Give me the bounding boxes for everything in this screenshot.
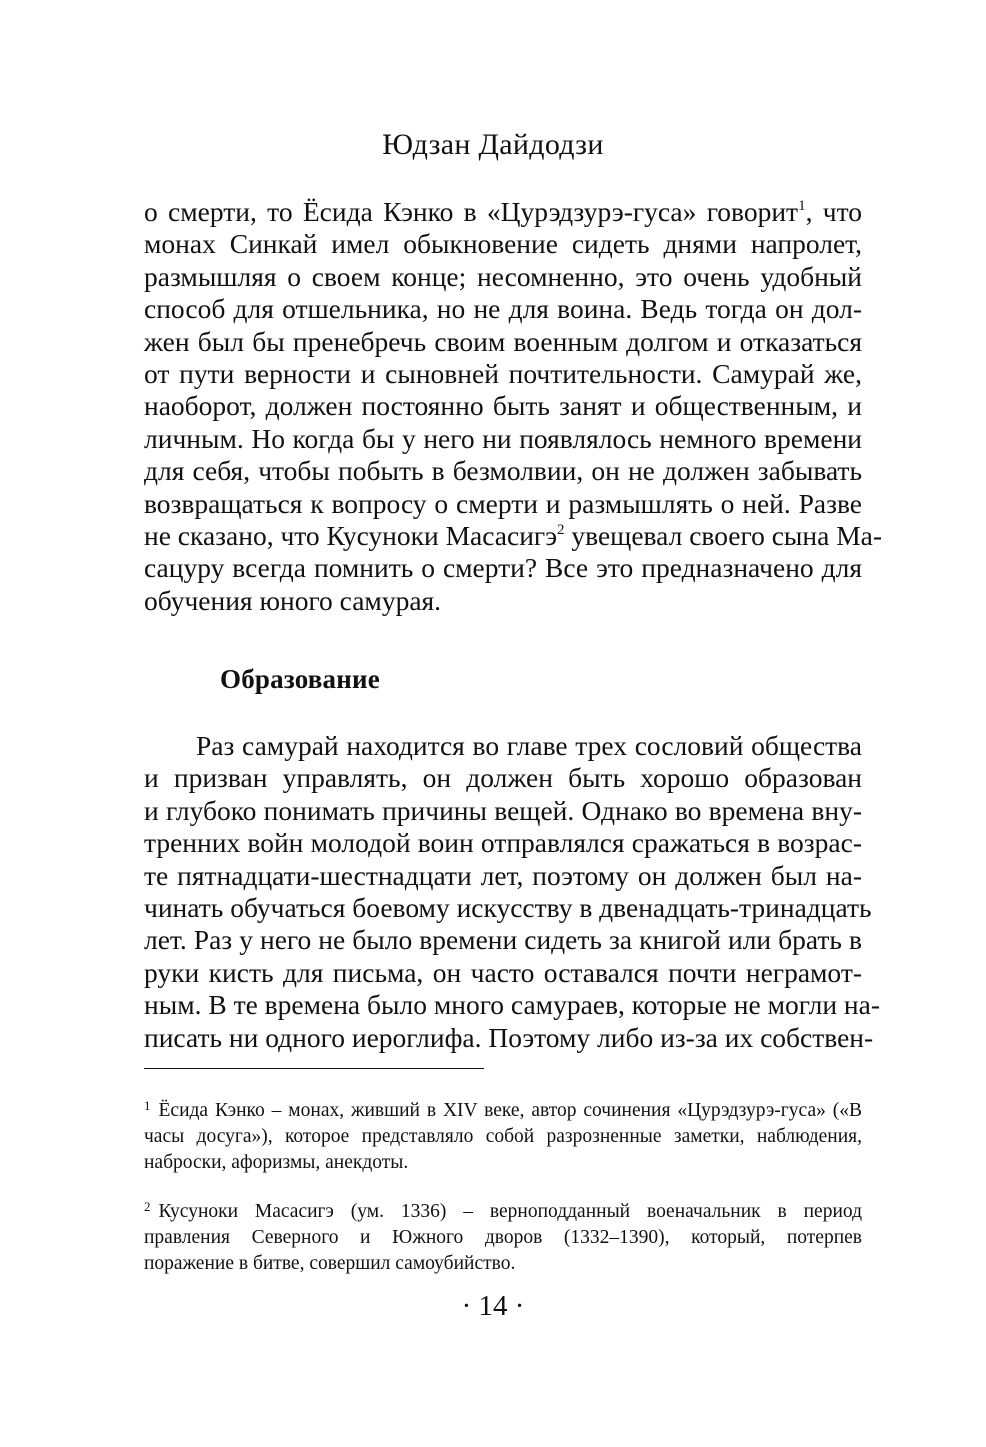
text-line: личным. Но когда бы у него ни появлялось немного времени: [144, 422, 862, 454]
text-line: ным. В те времена было много самураев, которые не могли на-: [144, 989, 881, 1021]
text-line: жен был бы пренебречь своим военным долгом и отказаться: [144, 325, 862, 357]
body-paragraph-1: [144, 196, 883, 617]
text-line: и глубоко понимать причины вещей. Однако во времена вну-: [144, 794, 862, 826]
text-line: те пятнадцати-шестнадцати лет, поэтому он должен был на-: [144, 859, 862, 891]
footnote-line: правления Северного и Южного дворов (1332–1390), который, потерпев: [144, 1227, 862, 1248]
text-line: сацуру всегда помнить о смерти? Все это предназначено для: [144, 552, 862, 584]
footnotes: [144, 1093, 862, 1277]
text-line: писать ни одного иероглифа. Поэтому либо из-за их собствен-: [144, 1021, 874, 1053]
text-line: тренних войн молодой воин отправлялся сражаться в возрас-: [144, 827, 862, 859]
section-heading: Образование: [220, 664, 380, 694]
footnote-ref[interactable]: 2: [557, 521, 565, 538]
footnote-line: $^1$ Ёсида Кэнко – монах, живший в XIV веке, автор сочинения «Цурэдзурэ-гуса» («В: [144, 1098, 862, 1121]
footnote-ref[interactable]: 1: [798, 198, 806, 214]
text-line: для себя, чтобы побыть в безмолвии, он не должен забывать: [144, 455, 862, 487]
text-line: наоборот, должен постоянно быть занят и общественным, и: [144, 390, 862, 422]
text-line: и призван управлять, он должен быть хорошо образован: [144, 762, 862, 794]
page-number: · 14 ·: [461, 1290, 525, 1322]
footnote-separator: [144, 1068, 484, 1069]
text-line: обучения юного самурая.: [144, 584, 442, 616]
text-line: о смерти, то Ёсида Кэнко в «Цурэдзурэ-гуса» говорит$^1$, что: [144, 196, 862, 227]
text-line: Раз самурай находится во главе трех сословий общества: [196, 730, 862, 761]
footnote-line: $^2$ Кусуноки Масасигэ (ум. 1336) – верноподданный военачальник в период: [144, 1199, 862, 1222]
footnote-marker: 2: [144, 1199, 151, 1214]
text-line: от пути верности и сыновней почтительности. Самурай же,: [144, 357, 862, 389]
text-line: чинать обучаться боевому искусству в двенадцать-тринадцать: [144, 891, 872, 923]
text-line: монах Синкай имел обыкновение сидеть днями напролет,: [144, 228, 862, 260]
text-line: лет. Раз у него не было времени сидеть за книгой или брать в: [144, 924, 862, 956]
footnote-line: наброски, афоризмы, анекдоты.: [144, 1152, 409, 1173]
text-line: не сказано, что Кусуноки Масасигэ$^2$ увещевал своего сына Ма-: [144, 519, 883, 551]
running-head: Юдзан Дайдодзи: [382, 128, 604, 161]
footnote-line: поражение в битве, совершил самоубийство.: [144, 1253, 516, 1274]
footnote-2: [144, 1194, 862, 1277]
text-line: способ для отшельника, но не для воина. Ведь тогда он дол-: [144, 293, 862, 325]
text-line: размышляя о своем конце; несомненно, это очень удобный: [144, 260, 862, 292]
footnote-line: часы досуга»), которое представляло собой разрозненные заметки, наблюдения,: [144, 1126, 862, 1147]
body-paragraph-2: [144, 730, 881, 1054]
footnote-1: [144, 1093, 862, 1176]
footnote-marker: 1: [144, 1098, 151, 1113]
text-line: руки кисть для письма, он часто оставался почти неграмот-: [144, 956, 862, 988]
text-line: возвращаться к вопросу о смерти и размышлять о ней. Разве: [144, 487, 862, 519]
